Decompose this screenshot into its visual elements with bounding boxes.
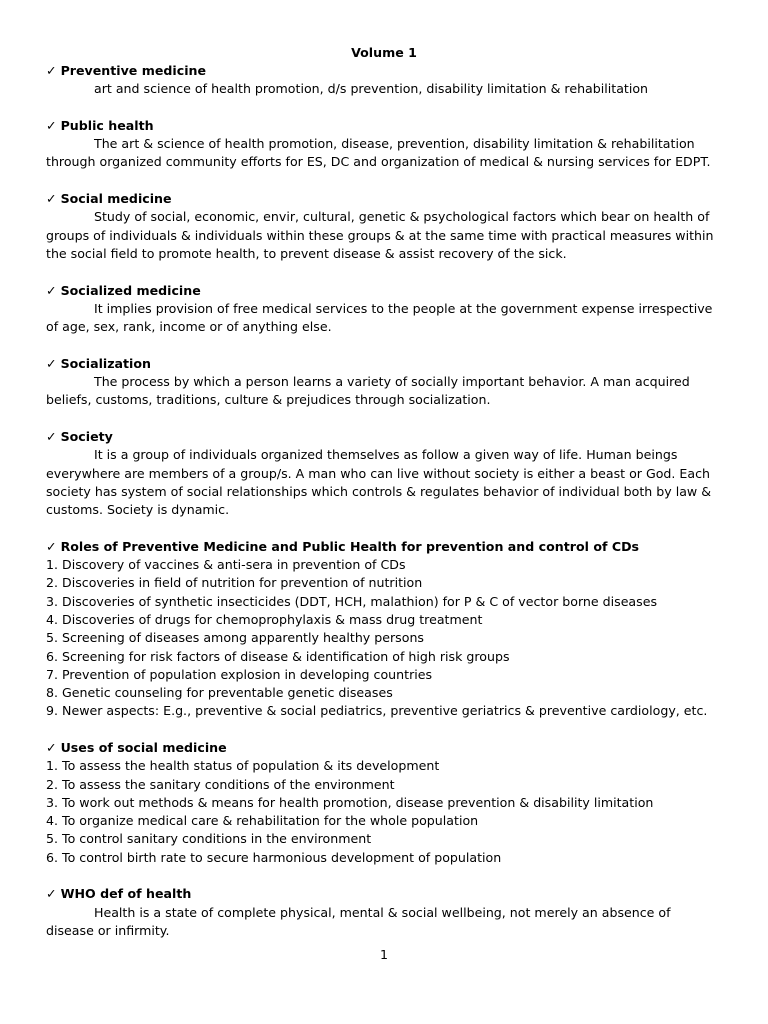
section-public-health bbox=[46, 117, 722, 172]
section-heading bbox=[46, 538, 722, 556]
page-number: 1 bbox=[379, 947, 388, 962]
section-heading bbox=[46, 885, 722, 903]
section-paragraph: The art & science of health promotion, disease, prevention, disability limitation & rehabilitation through organized community efforts for ES, DC and organization of medical & nursing services for EDPT. bbox=[46, 136, 711, 170]
section-uses-of-social-medicine bbox=[46, 739, 722, 867]
section-who-def-of-health bbox=[46, 885, 722, 940]
list-item: 4. Discoveries of drugs for chemoprophylaxis & mass drug treatment bbox=[46, 611, 483, 627]
checkmark-icon: ✓ bbox=[46, 282, 57, 298]
section-paragraph: It is a group of individuals organized themselves as follow a given way of life. Human beings everywhere are members of a group/s. A man who can live without society is either a beast or God. Each society has system of social relationships which controls & regulates behavior of individual both by law & customs. Society is dynamic. bbox=[46, 447, 712, 518]
checkmark-icon: ✓ bbox=[46, 355, 57, 371]
list-item: 2. Discoveries in field of nutrition for prevention of nutrition bbox=[46, 575, 423, 591]
section-paragraph: The process by which a person learns a variety of socially important behavior. A man acquired beliefs, customs, traditions, culture & prejudices through socialization. bbox=[46, 374, 690, 408]
section-heading bbox=[46, 117, 722, 135]
checkmark-icon: ✓ bbox=[46, 428, 57, 444]
list-item: 3. Discoveries of synthetic insecticides (DDT, HCH, malathion) for P & C of vector borne diseases bbox=[46, 593, 658, 609]
list-item: 8. Genetic counseling for preventable genetic diseases bbox=[46, 685, 393, 701]
section-paragraph: It implies provision of free medical services to the people at the government expense irrespective of age, sex, rank, income or of anything else. bbox=[46, 300, 713, 335]
list-item: 6. To control birth rate to secure harmonious development of population bbox=[46, 849, 502, 865]
checkmark-icon: ✓ bbox=[46, 886, 57, 902]
section-paragraph: Health is a state of complete physical, mental & social wellbeing, not merely an absence of disease or infirmity. bbox=[46, 904, 671, 938]
section-heading-text: Socialized medicine bbox=[60, 282, 201, 298]
section-society bbox=[46, 428, 722, 519]
checkmark-icon: ✓ bbox=[46, 191, 57, 207]
section-heading bbox=[46, 739, 722, 757]
list-item: 7. Prevention of population explosion in developing countries bbox=[46, 666, 433, 682]
list-item: 5. Screening of diseases among apparently healthy persons bbox=[46, 630, 424, 646]
list-item: 1. To assess the health status of population & its development bbox=[46, 758, 440, 774]
list-item: 2. To assess the sanitary conditions of the environment bbox=[46, 776, 395, 792]
section-heading bbox=[46, 355, 722, 373]
document-page bbox=[46, 44, 722, 940]
list-item: 1. Discovery of vaccines & anti-sera in prevention of CDs bbox=[46, 557, 406, 573]
checkmark-icon: ✓ bbox=[46, 739, 57, 755]
section-heading-text: Social medicine bbox=[60, 191, 172, 207]
section-socialized-medicine bbox=[46, 282, 722, 337]
section-heading-text: Roles of Preventive Medicine and Public Health for prevention and control of CDs bbox=[60, 538, 640, 554]
section-social-medicine bbox=[46, 190, 722, 263]
section-preventive-medicine bbox=[46, 62, 722, 99]
section-heading bbox=[46, 282, 722, 300]
list-item: 4. To organize medical care & rehabilitation for the whole population bbox=[46, 813, 479, 829]
section-paragraph: art and science of health promotion, d/s prevention, disability limitation & rehabilitation bbox=[94, 81, 649, 97]
list-item: 3. To work out methods & means for health promotion, disease prevention & disability limitation bbox=[46, 794, 654, 810]
section-heading-text: Preventive medicine bbox=[60, 63, 207, 78]
section-heading-text: WHO def of health bbox=[60, 886, 192, 902]
numbered-list bbox=[46, 556, 722, 721]
section-heading-text: Public health bbox=[60, 117, 154, 133]
checkmark-icon: ✓ bbox=[46, 117, 57, 133]
checkmark-icon: ✓ bbox=[46, 538, 57, 554]
section-heading bbox=[46, 190, 722, 208]
list-item: 9. Newer aspects: E.g., preventive & social pediatrics, preventive geriatrics & preventive cardiology, etc. bbox=[46, 703, 708, 719]
section-heading bbox=[46, 62, 722, 80]
section-heading-text: Socialization bbox=[60, 355, 151, 371]
section-heading bbox=[46, 428, 722, 446]
section-roles-of-preventive-medicine bbox=[46, 538, 722, 721]
section-heading-text: Society bbox=[60, 428, 113, 444]
section-paragraph: Study of social, economic, envir, cultural, genetic & psychological factors which bear on health of groups of individuals & individuals within these groups & at the same time with practical measures within the social field to promote health, to prevent disease & assist recovery of the sick. bbox=[46, 209, 714, 261]
checkmark-icon: ✓ bbox=[46, 63, 57, 78]
numbered-list bbox=[46, 757, 722, 867]
document-title: Volume 1 bbox=[351, 45, 417, 60]
list-item: 6. Screening for risk factors of disease & identification of high risk groups bbox=[46, 648, 510, 664]
list-item: 5. To control sanitary conditions in the environment bbox=[46, 831, 372, 847]
section-heading-text: Uses of social medicine bbox=[60, 739, 227, 755]
section-socialization bbox=[46, 355, 722, 410]
